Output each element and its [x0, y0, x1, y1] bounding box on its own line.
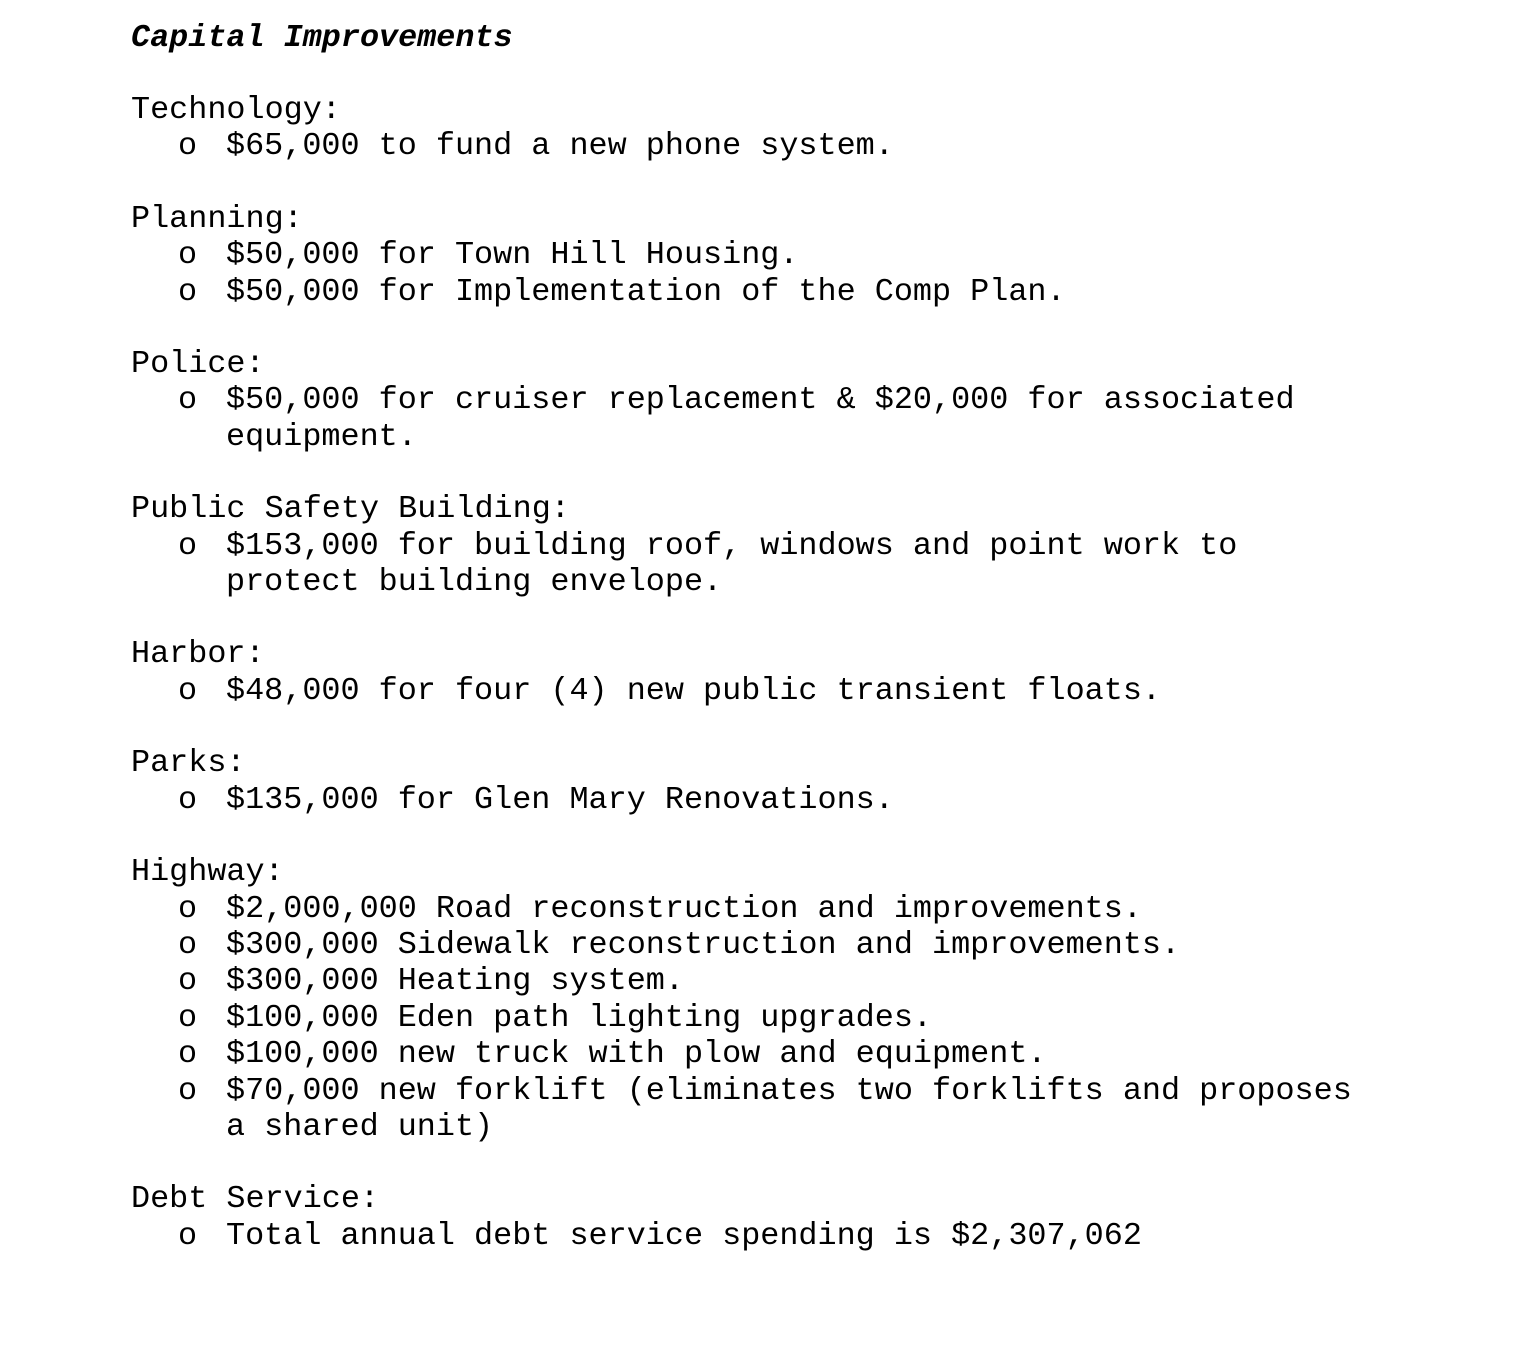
bullet-icon: o: [178, 963, 198, 1000]
item-list: [131, 128, 1501, 164]
bullet-icon: o: [178, 382, 198, 419]
item-list: [131, 673, 1501, 709]
section-heading: Police:: [131, 346, 265, 383]
section-heading: Debt Service:: [131, 1181, 380, 1218]
section-heading: Technology:: [131, 92, 341, 128]
section-technology: [131, 92, 1501, 165]
item-text: Total annual debt service spending is $2,307,062: [226, 1217, 1142, 1254]
item-list: [131, 528, 1501, 601]
section-heading: Public Safety Building:: [131, 491, 570, 528]
document-title: Capital Improvements: [131, 20, 513, 56]
list-item: [131, 237, 1366, 273]
section-heading: Harbor:: [131, 636, 265, 673]
item-text: $135,000 for Glen Mary Renovations.: [226, 781, 894, 818]
item-text: $48,000 for four (4) new public transient floats.: [226, 672, 1161, 709]
section-police: [131, 346, 1501, 455]
section-heading: Parks:: [131, 745, 246, 782]
list-item: [131, 782, 1366, 818]
bullet-icon: o: [178, 999, 198, 1036]
bullet-icon: o: [178, 237, 198, 274]
item-list: [131, 891, 1501, 1146]
bullet-icon: o: [178, 926, 198, 963]
bullet-icon: o: [178, 1036, 198, 1073]
item-text: $50,000 for Implementation of the Comp Plan.: [226, 273, 1066, 310]
list-item: [131, 274, 1366, 310]
item-text: $50,000 for cruiser replacement & $20,000 for associated equipment.: [226, 382, 1295, 455]
list-item: [131, 1000, 1366, 1036]
item-list: [131, 782, 1501, 818]
section-harbor: [131, 636, 1501, 709]
item-text: $100,000 Eden path lighting upgrades.: [226, 999, 933, 1036]
section-parks: [131, 745, 1501, 818]
item-text: $50,000 for Town Hill Housing.: [226, 237, 799, 274]
list-item: [131, 927, 1366, 963]
list-item: [131, 528, 1366, 601]
item-text: $100,000 new truck with plow and equipment.: [226, 1036, 1047, 1073]
section-planning: [131, 201, 1501, 310]
section-highway: [131, 854, 1501, 1145]
item-text: $300,000 Heating system.: [226, 963, 684, 1000]
list-item: [131, 382, 1366, 455]
item-text: $300,000 Sidewalk reconstruction and improvements.: [226, 926, 1181, 963]
list-item: [131, 128, 1366, 164]
list-item: [131, 963, 1366, 999]
bullet-icon: o: [178, 527, 198, 564]
list-item: [131, 1218, 1366, 1254]
section-heading: Planning:: [131, 200, 303, 237]
document-page: [131, 20, 1501, 1290]
item-list: [131, 382, 1501, 455]
item-list: [131, 237, 1501, 310]
bullet-icon: o: [178, 890, 198, 927]
section-public-safety-building: [131, 491, 1501, 600]
item-text: $70,000 new forklift (eliminates two forklifts and proposes a shared unit): [226, 1072, 1352, 1145]
bullet-icon: o: [178, 1072, 198, 1109]
list-item: [131, 891, 1366, 927]
list-item: [131, 1036, 1366, 1072]
list-item: [131, 673, 1366, 709]
list-item: [131, 1073, 1366, 1146]
item-text: $2,000,000 Road reconstruction and improvements.: [226, 890, 1142, 927]
bullet-icon: o: [178, 128, 198, 165]
item-text: $153,000 for building roof, windows and point work to protect building envelope.: [226, 527, 1238, 601]
item-text: $65,000 to fund a new phone system.: [226, 128, 894, 165]
item-list: [131, 1218, 1501, 1254]
bullet-icon: o: [178, 672, 198, 709]
bullet-icon: o: [178, 273, 198, 310]
bullet-icon: o: [178, 781, 198, 818]
section-heading: Highway:: [131, 854, 284, 891]
section-debt-service: [131, 1181, 1501, 1254]
bullet-icon: o: [178, 1217, 198, 1254]
